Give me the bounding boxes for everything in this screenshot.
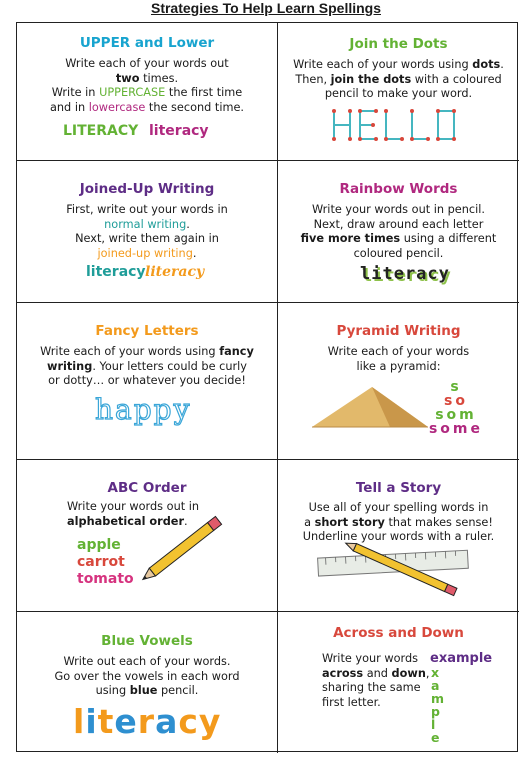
hello-dots-illustration: [332, 109, 462, 141]
card-join-dots: [278, 23, 519, 161]
example-fancy: happy: [95, 393, 192, 426]
card-text: Write each of your words using dots. Then, join the dots with a coloured pencil to make your word.: [293, 58, 504, 101]
card-heading: Joined-Up Writing: [79, 181, 215, 197]
card-heading: Across and Down: [333, 625, 464, 641]
card-heading: Blue Vowels: [101, 633, 193, 649]
card-heading: Tell a Story: [355, 480, 442, 496]
card-heading: Rainbow Words: [339, 181, 458, 197]
page-title: Strategies To Help Learn Spellings: [150, 0, 381, 16]
abc-word-3: tomato: [77, 571, 134, 587]
card-abc: [17, 460, 278, 612]
card-text: First, write out your words in normal writing. Next, write them again in joined-up writing.: [66, 203, 228, 260]
card-story: [278, 460, 519, 612]
card-fancy: [17, 303, 278, 460]
card-text: Write each of your words out two times. Write in UPPERCASE the first time and in lowercase the second time.: [49, 57, 245, 114]
card-text: Write out each of your words. Go over the vowels in each word using blue pencil.: [54, 655, 240, 698]
example-lowercase: literacy: [149, 123, 209, 139]
card-rainbow: [278, 161, 519, 303]
card-text: Write each of your words using fancy writing. Your letters could be curly or dotty… or whatever you decide!: [40, 345, 254, 388]
card-vowels: [17, 612, 278, 753]
example-joined: literacy: [145, 264, 205, 280]
pyramid-illustration: [310, 383, 430, 429]
card-heading: Join the Dots: [349, 36, 448, 52]
across-word: example: [430, 651, 493, 666]
card-heading: Pyramid Writing: [336, 323, 461, 339]
abc-word-1: apple: [77, 537, 121, 553]
card-text: Write your words across and down, sharing the same first letter.: [322, 652, 430, 709]
abc-word-2: carrot: [77, 554, 125, 570]
card-joined-up: [17, 161, 278, 303]
card-across-down: [278, 612, 519, 753]
example-rainbow: literacy: [360, 264, 450, 284]
card-heading: ABC Order: [107, 480, 187, 496]
card-heading: Fancy Letters: [95, 323, 199, 339]
pencil-icon: [141, 510, 233, 580]
card-text: Write your words out in alphabetical order.: [67, 500, 200, 528]
card-heading: UPPER and Lower: [79, 35, 215, 51]
card-pyramid: [278, 303, 519, 460]
example-normal: literacy: [86, 264, 146, 280]
example-uppercase: LITERACY: [63, 123, 139, 139]
down-word: x a m p l e: [431, 665, 445, 745]
ruler-pencil-illustration: [316, 550, 486, 590]
pyramid-words: s so som some: [428, 379, 484, 437]
card-text: Write your words out in pencil. Next, draw around each letter five more times using a different coloured pencil.: [300, 203, 497, 260]
example-blue-vowels: literacy: [73, 702, 222, 741]
card-text: Write each of your words like a pyramid:: [327, 345, 470, 373]
card-text: Use all of your spelling words in a short story that makes sense! Underline your words with a ruler.: [302, 501, 495, 544]
card-upper-lower: [17, 23, 278, 161]
strategies-grid: [16, 22, 518, 752]
